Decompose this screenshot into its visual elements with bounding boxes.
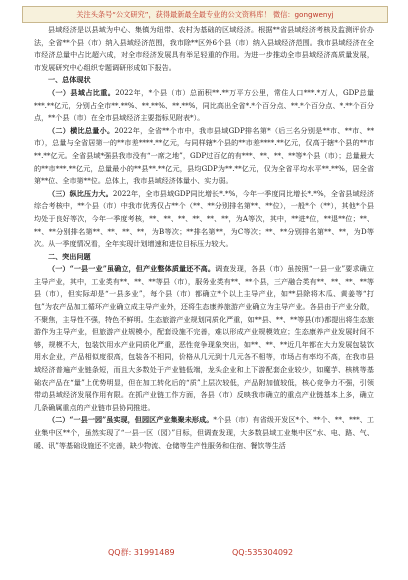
paragraph-industry-text: 调查发现，各县（市）虽按照“一县一业”要求确立主导产业，其中，工业类有**、**、**等县（市），服务业类有**、**个县，三产融合类有**、**、**、**等县（市），但实际却是“一县多业”，每个县（市）都确立*个以上主导产业，如**县除将木瓜、黄姜等“打包”为农产品加工循环产业确立成主导产业外，还将生态康养旅游产业确立为主导产业。各县由于产业分散，不聚焦，主导性不强，特色不鲜明。生态旅游产业规划同质化严重，如**县、**、**等县(市)都提出将生态旅游作为主导产业，但旅游产业规模小，配套设施不完善，难以形成产业规模效应；生态康养产业发展时间不够，规模不大，包装饮用水产业同质化严重，恶性竞争现象突出，如**、**、**近几年都在大力发展包装饮用水企业，产品相似度很高，包装各不相同，价格从几元到十几元各不相等，市场占有率均不高，在我市县域经济普遍产业链条短，而且大多数处于产业链低端，龙头企业和上下游配套企业较少，如魔芋、核桃等基础农产品在“量”上优势明显，但在加工转化后的“质”上层次较低，产品附加值较低，核心竞争力不强，引领带动县域经济发展作用有限。在抓产业链工作方面，各县（市）反映我市确立的重点产业链基本上多，确立几条确属重点的产业链市县协同推进。	[34, 264, 374, 412]
paragraph-horizontal	[34, 125, 374, 188]
paragraph-park	[34, 414, 374, 452]
qq-text: QQ:535304092	[232, 548, 294, 557]
paragraph-industry	[34, 263, 374, 414]
paragraph-horizontal-text: 2022年，全省**个市中，我市县域GDP排名第*（后三名分别是**市、**市、**市），总量与全省居第一的**市差****.**亿元，与同样辖*个县的**市差****.**亿元，仅高于辖*个县的**市**.**亿元。全省县域*强县我市没有“一席之地”，GDP过百亿的有***、**、**、**等*个县（市）；总量最大的**市***.**亿元，总量最小的**县**.**亿元，县均GDP为**.**亿元，仅为全省平均水平**.**%，居全省第**位、全市第**位。总体上，我市县域经济体量小、实力弱。	[34, 125, 375, 186]
paragraph-vertical	[34, 188, 374, 251]
section-heading-problems: 二、突出问题	[48, 251, 91, 261]
subheading-share: （一）县域占比重。	[48, 87, 116, 97]
paragraph-vertical-text: 2022年，全市县域GDP同比增长*.*%，今年一季度同比增长*.*%，全省县域经济综合考核中，**个县（市）中我市优秀仅占**个（**、**分别排名第**、**位），一般*个（**），其他*个县均处于良好等次，今年一季度考核，**、**、**、**、**、**，为A等次，其中，**进*位，**退**位；**、**、**分别排名第**、**、**、**，为B等次；**排名第**，为C等次；**、**分别排名第**、**，为D等次。从一季度情况看，全年实现计划增速和进位目标压力较大。	[34, 188, 374, 249]
subheading-vertical: （三）纵比压力大。	[48, 188, 113, 198]
document-body	[34, 24, 374, 452]
qq-group-text: QQ群: 31991489	[108, 548, 175, 557]
intro-paragraph: 县域经济是以县域为中心、集镇为纽带、农村为基础的区域经济。根据**省县域经济考核及监测评价办法，全省**个县（市）纳入县域经济范围，我市除**区外6个县（市）纳入县域经济范围。我市县域经济在全市经济总量中占比超六成，对全市经济发展具有举足轻重的作用。为进一步推动全市县域经济高质量发展，市发展研究中心组织专题调研形成如下报告。	[34, 25, 374, 72]
subheading-horizontal: （二）横比总量小。	[48, 125, 115, 135]
paragraph-share-text: 2022年，*个县（市）总面积**.**万平方公里，常住人口***.*万人，GDP总量***.**亿元，分别占全市**.**%、**.**%、**.**%，同比高出全省*.*个百分点、**.*个百分点、*.**个百分点，**个县（市）在全市县域经济主要指标见附表*）。	[34, 87, 374, 123]
subheading-park: （二）“一县一园”虽实现，但园区产业集聚未形成。	[48, 415, 214, 425]
subheading-industry: （一）“一县一业”虽确立，但产业整体质量还不高。	[48, 264, 216, 274]
top-promo-banner: 关注头条号“公文研究”，获得最新最全最专业的公文资料库！ 微信：gongwenyj	[22, 6, 388, 23]
section-heading-status: 一、总体现状	[48, 75, 91, 85]
paragraph-park-text: *个县（市）有省级开发区*个、**个、**、***、工业集中区**个，虽然实现了“一县一区（园）”目标，但调查发现，大多数县域工业集中区“水、电、路、气、暖、讯”等基础设施还不完善，缺少物流、仓储等生产性服务和住宿、餐饮等生活	[34, 415, 374, 450]
paragraph-share	[34, 87, 374, 125]
bottom-contact-banner	[0, 546, 408, 560]
